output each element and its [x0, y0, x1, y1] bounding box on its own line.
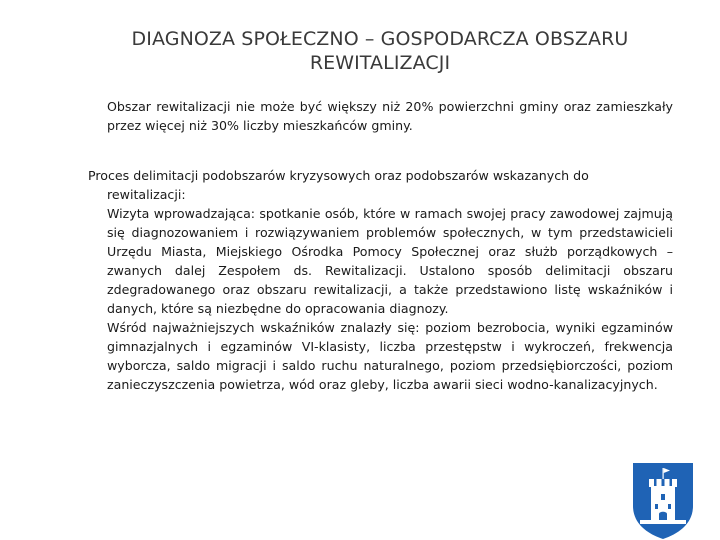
process-paragraph — [88, 166, 673, 204]
process-paragraph-head: Proces delimitacji podobszarów kryzysowych oraz podobszarów wskazanych do — [88, 168, 589, 183]
bullet-item — [88, 97, 673, 135]
bullet-item — [88, 204, 673, 318]
bullet-text-intro-visit: Wizyta wprowadzająca: spotkanie osób, które w ramach swojej pracy zawodowej zajmują się diagnozowaniem i rozwiązywaniem problemów społecznych, w tym przedstawicieli Urzędu Miasta, Miejskiego Ośrodka Pomocy Społecznej oraz służb porządkowych – zwanych dalej Zespołem ds. Rewitalizacji. Ustalono sposób delimitacji obszaru zdegradowanego oraz obszaru rewitalizacji, a także przedstawiono listę wskaźników i danych, które są niezbędne do opracowania diagnozy. — [107, 206, 673, 316]
process-paragraph-tail: rewitalizacji: — [107, 187, 186, 202]
coat-of-arms-icon — [632, 462, 694, 540]
bullet-text-indicators: Wśród najważniejszych wskaźników znalazły się: poziom bezrobocia, wyniki egzaminów gimnazjalnych i egzaminów VI-klasisty, liczba przestępstw i wykroczeń, frekwencja wyborcza, saldo migracji i saldo ruchu naturalnego, poziom przedsiębiorczości, poziom zanieczyszczenia powietrza, wód oraz gleby, liczba awarii sieci wodno-kanalizacyjnych. — [107, 320, 673, 392]
slide-title: DIAGNOZA SPOŁECZNO – GOSPODARCZA OBSZARU REWITALIZACJI — [131, 28, 629, 74]
bullet-item — [88, 318, 673, 394]
bullet-text-area-limits: Obszar rewitalizacji nie może być większy niż 20% powierzchni gminy oraz zamieszkały przez więcej niż 30% liczby mieszkańców gminy. — [107, 99, 673, 133]
slide-content — [88, 97, 673, 394]
